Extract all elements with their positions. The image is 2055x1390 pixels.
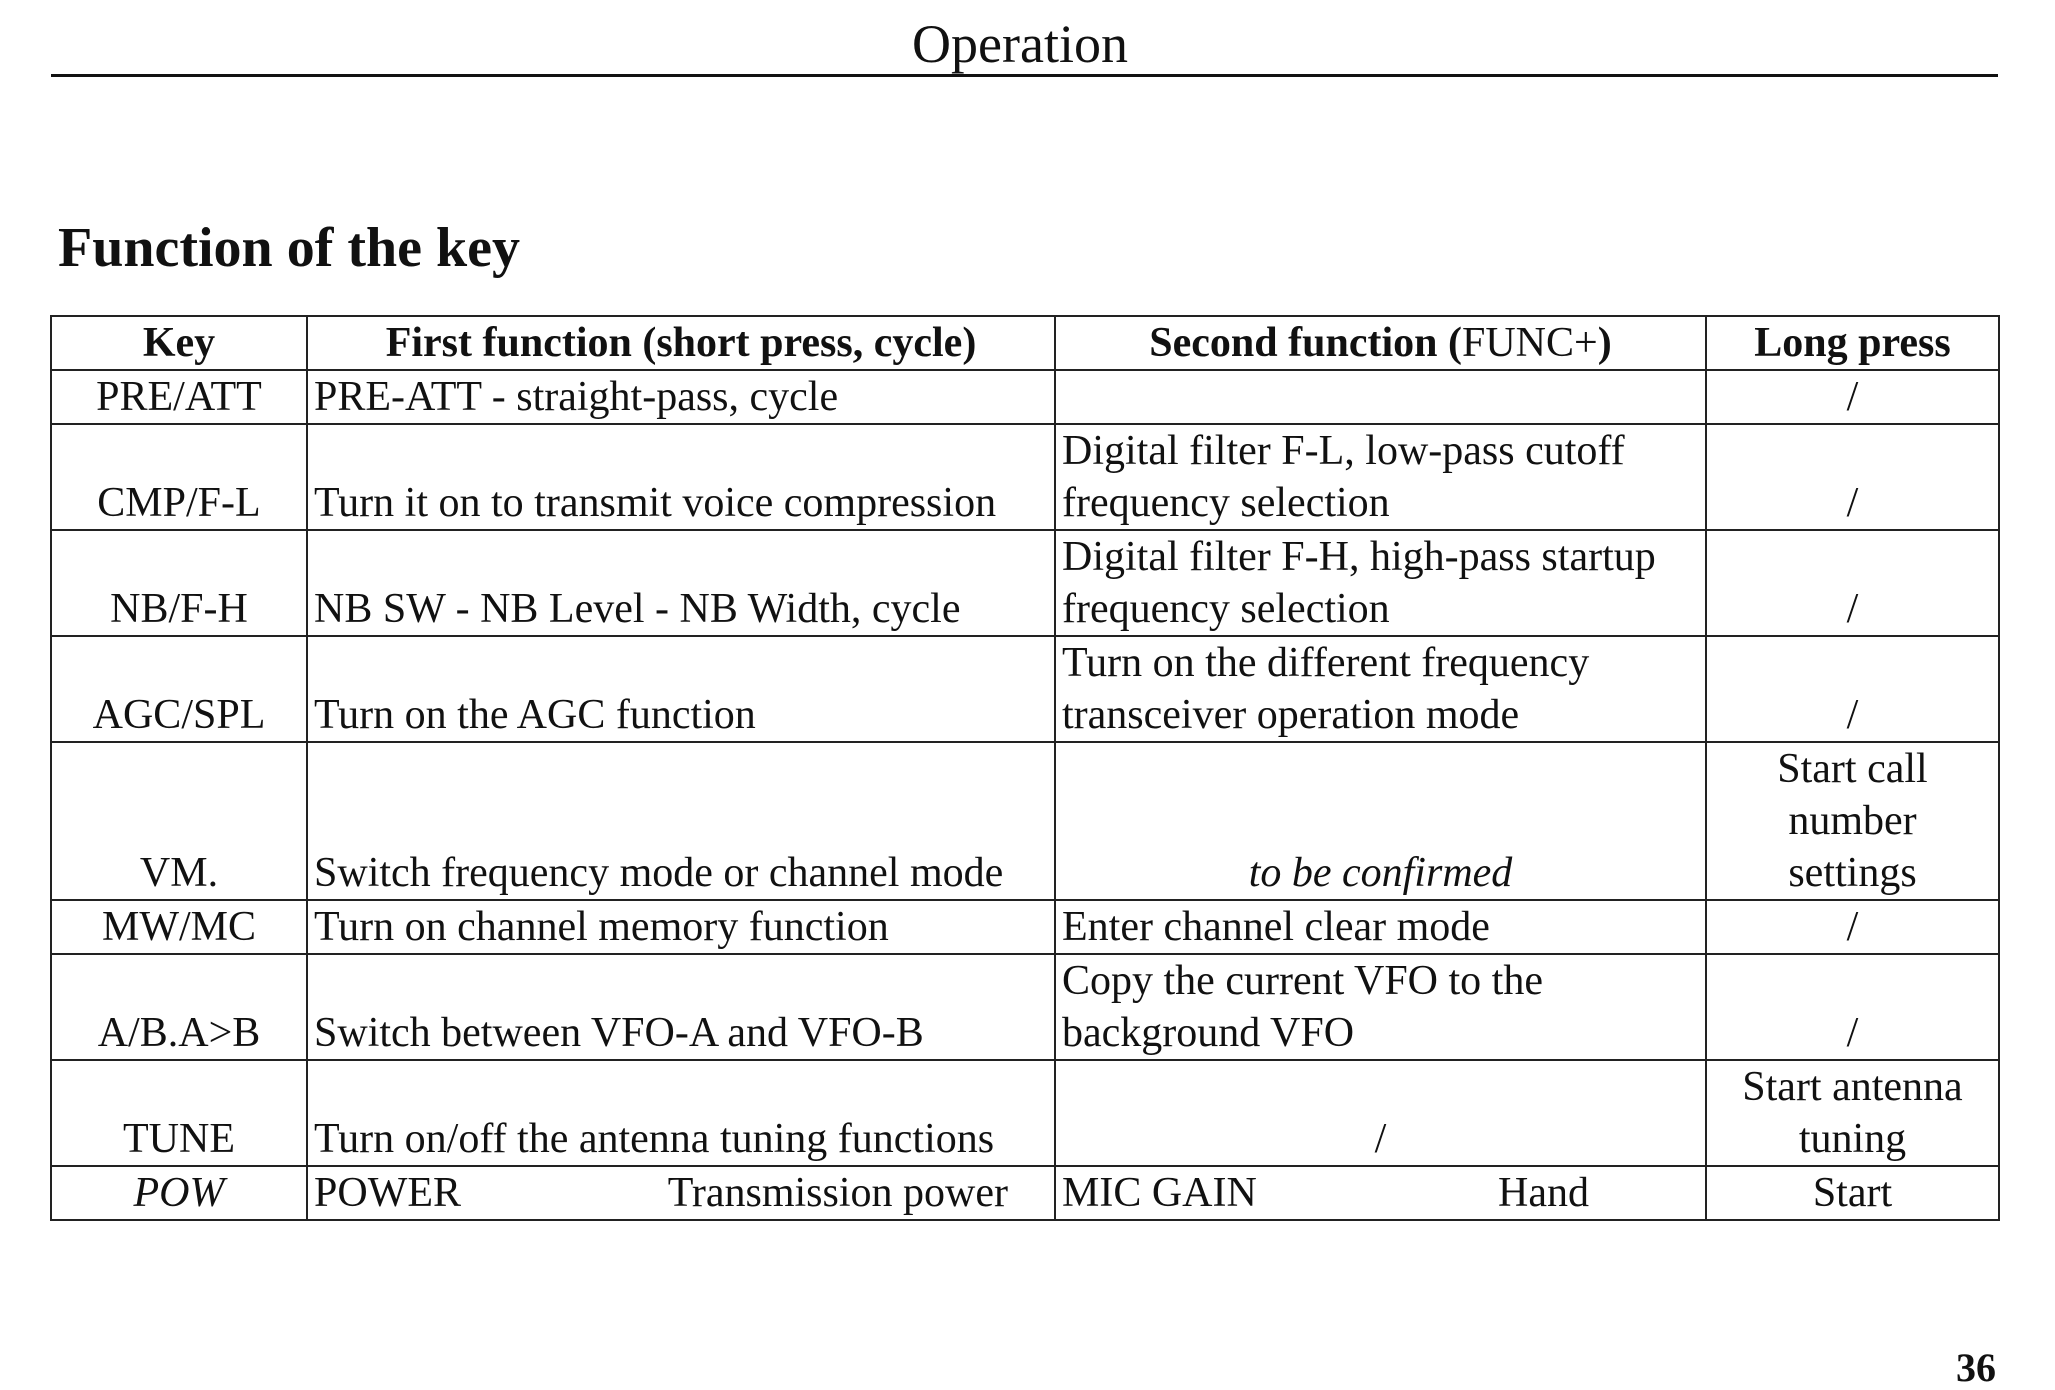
long-press-cell: / [1706, 530, 1999, 636]
second-function-line: Digital filter F-H, high-pass startup [1062, 534, 1656, 580]
second-function-text: / [1374, 1116, 1387, 1162]
key-function-table [50, 315, 2000, 1221]
table-row [51, 742, 1999, 900]
long-press-cell [1706, 1060, 1999, 1166]
column-header-first-function: First function (short press, cycle) [307, 316, 1055, 370]
key-cell: TUNE [51, 1060, 307, 1166]
long-press-line: number [1788, 798, 1917, 844]
key-cell: CMP/F-L [51, 424, 307, 530]
column-header-second-bold: Second function ( [1149, 320, 1462, 366]
key-cell [51, 1166, 307, 1220]
key-cell: VM. [51, 742, 307, 900]
key-cell: MW/MC [51, 900, 307, 954]
long-press-line: Start antenna [1742, 1064, 1963, 1110]
table-row [51, 530, 1999, 636]
second-function-cell [1055, 424, 1706, 530]
first-function-cell: Turn it on to transmit voice compression [307, 424, 1055, 530]
key-text: POW [133, 1170, 225, 1216]
second-function-cell: Enter channel clear mode [1055, 900, 1706, 954]
table-row [51, 954, 1999, 1060]
long-press-line: settings [1788, 850, 1917, 896]
long-press-cell: / [1706, 370, 1999, 424]
first-function-cell: Turn on the AGC function [307, 636, 1055, 742]
second-function-text: to be confirmed [1248, 850, 1513, 896]
long-press-line: Start call [1777, 746, 1928, 792]
long-press-cell: / [1706, 900, 1999, 954]
first-function-cell [307, 1166, 1055, 1220]
long-press-cell: / [1706, 636, 1999, 742]
table-row [51, 370, 1999, 424]
key-cell: NB/F-H [51, 530, 307, 636]
table-row [51, 424, 1999, 530]
second-function-part: Hand [1498, 1170, 1589, 1216]
long-press-cell: Start [1706, 1166, 1999, 1220]
first-function-cell: Switch frequency mode or channel mode [307, 742, 1055, 900]
table-header-row [51, 316, 1999, 370]
second-function-line: Turn on the different frequency [1062, 640, 1590, 686]
first-function-cell: PRE-ATT - straight-pass, cycle [307, 370, 1055, 424]
column-header-long-press: Long press [1706, 316, 1999, 370]
table-row [51, 636, 1999, 742]
first-function-cell: Turn on channel memory function [307, 900, 1055, 954]
page-header-title: Operation [912, 14, 1128, 74]
section-heading: Function of the key [58, 217, 520, 279]
second-function-line: transceiver operation mode [1062, 692, 1520, 738]
first-function-part: Transmission power [667, 1170, 1008, 1216]
second-function-cell [1055, 1166, 1706, 1220]
column-header-second-function [1055, 316, 1706, 370]
first-function-cell: Turn on/off the antenna tuning functions [307, 1060, 1055, 1166]
first-function-part: POWER [314, 1170, 461, 1216]
second-function-line: background VFO [1062, 1010, 1355, 1056]
second-function-part: MIC GAIN [1062, 1170, 1257, 1216]
table-row [51, 1060, 1999, 1166]
second-function-line: Digital filter F-L, low-pass cutoff [1062, 428, 1625, 474]
long-press-cell [1706, 742, 1999, 900]
column-header-key: Key [51, 316, 307, 370]
second-function-cell [1055, 636, 1706, 742]
page-number: 36 [1956, 1345, 1996, 1390]
column-header-second-plain: FUNC+ [1461, 320, 1598, 366]
second-function-cell [1055, 370, 1706, 424]
first-function-cell: NB SW - NB Level - NB Width, cycle [307, 530, 1055, 636]
second-function-cell [1055, 742, 1706, 900]
second-function-line: frequency selection [1062, 480, 1390, 526]
long-press-cell: / [1706, 424, 1999, 530]
long-press-line: tuning [1798, 1116, 1907, 1162]
table-row [51, 1166, 1999, 1220]
key-cell: A/B.A>B [51, 954, 307, 1060]
second-function-cell [1055, 1060, 1706, 1166]
second-function-line: frequency selection [1062, 586, 1390, 632]
second-function-cell [1055, 954, 1706, 1060]
table-row [51, 900, 1999, 954]
key-cell: AGC/SPL [51, 636, 307, 742]
long-press-cell: / [1706, 954, 1999, 1060]
first-function-cell: Switch between VFO-A and VFO-B [307, 954, 1055, 1060]
column-header-second-close: ) [1597, 320, 1612, 366]
key-cell: PRE/ATT [51, 370, 307, 424]
header-rule [51, 74, 1998, 77]
second-function-cell [1055, 530, 1706, 636]
second-function-line: Copy the current VFO to the [1062, 958, 1543, 1004]
